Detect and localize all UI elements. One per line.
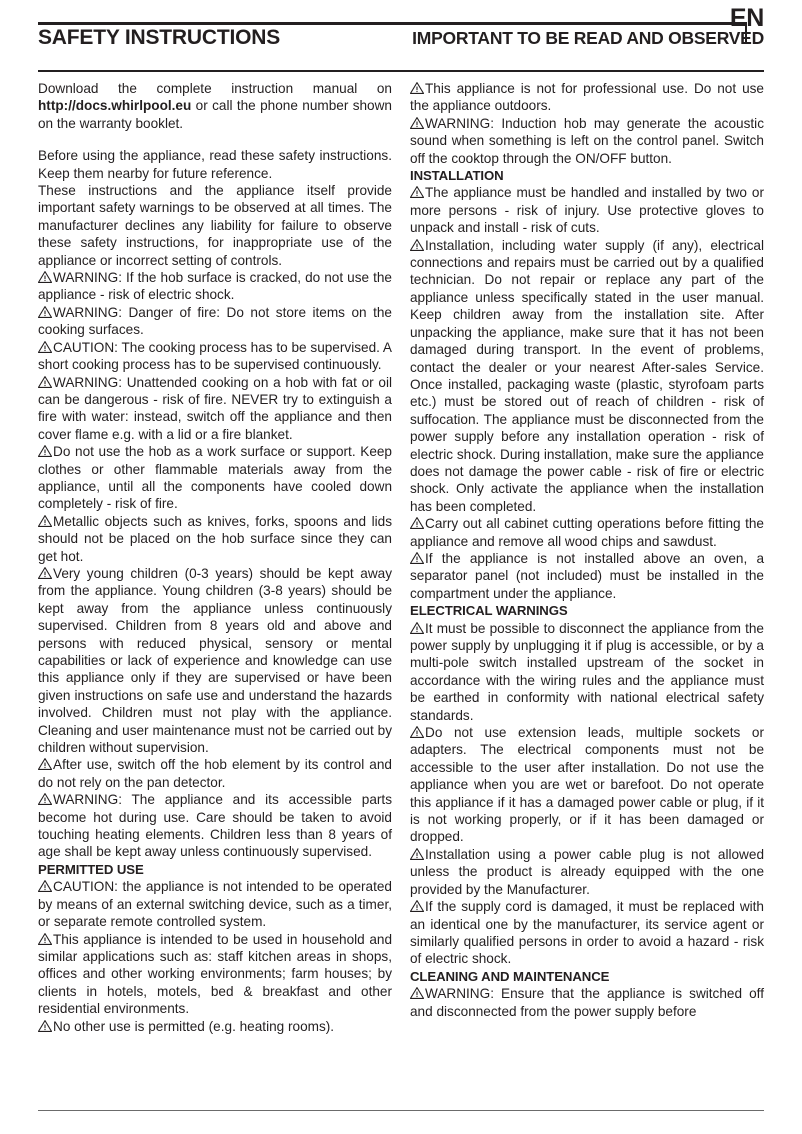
warning-triangle-icon bbox=[38, 933, 52, 945]
warning-hob-work-surface-text: Do not use the hob as a work surface or support. Keep clothes or other flammable materials away from the appliance, until all the components have cooled down completely - risk of fire. bbox=[38, 444, 392, 512]
warning-power-cable-plug bbox=[410, 846, 764, 898]
warning-separator-panel bbox=[410, 550, 764, 602]
warning-after-use bbox=[38, 756, 392, 791]
right-column bbox=[410, 80, 764, 1090]
warning-triangle-icon bbox=[38, 271, 52, 283]
warning-triangle-icon bbox=[410, 117, 424, 129]
warning-triangle-icon bbox=[410, 82, 424, 94]
warning-disconnect-power-supply bbox=[410, 620, 764, 724]
warning-children-text: Very young children (0-3 years) should be kept away from the appliance. Young children (3-8 years) should be kept away from the appliance unless continuously supervised. Children from 8 years old and above and persons with reduced physical, sensory or mental capabilities or lack of experience and knowledge can use this appliance only if they are supervised or have been given instructions on safe use and understand the hazards involved. Children must not play with the appliance. Cleaning and user maintenance must not be carried out by children without supervision. bbox=[38, 565, 392, 756]
warning-qualified-technician-text: Installation, including water supply (if any), electrical connections and repairs must be carried out by a qualified technician. Do not repair or replace any part of the appliance unless specifically stated in the user manual. Keep children away from the installation site. After unpacking the appliance, make sure that it has not been damaged during transport. In the event of problems, contact the dealer or your nearest After-sales Service. Once installed, packaging waste (plastic, styrofoam parts etc.) must be stored out of reach of children - risk of suffocation. The appliance must be disconnected from the power supply before any installation operation - risk of electric shock. During installation, make sure the appliance does not damage the power cable - risk of fire or electric shock. Only activate the appliance when the installation has been completed. bbox=[410, 237, 764, 514]
warning-unattended-cooking bbox=[38, 374, 392, 444]
warning-danger-of-fire-text: WARNING: Danger of fire: Do not store items on the cooking surfaces. bbox=[38, 304, 392, 338]
docs-url-link[interactable]: http://docs.whirlpool.eu bbox=[38, 98, 192, 114]
warning-hob-work-surface bbox=[38, 443, 392, 513]
page-subtitle: IMPORTANT TO BE READ AND OBSERVED bbox=[412, 28, 764, 48]
warning-triangle-icon bbox=[38, 306, 52, 318]
warning-triangle-icon bbox=[410, 987, 424, 999]
warning-induction-acoustic-sound bbox=[410, 115, 764, 167]
warning-after-use-text: After use, switch off the hob element by its control and do not rely on the pan detector. bbox=[38, 757, 392, 790]
caution-external-switching-device-text: CAUTION: the appliance is not intended to be operated by means of an external switching device, such as a timer, or separate remote controlled system. bbox=[38, 879, 392, 930]
warning-triangle-icon bbox=[38, 567, 52, 579]
paragraph-before-using: Before using the appliance, read these safety instructions. Keep them nearby for future reference. bbox=[38, 148, 392, 181]
paragraph-these-instructions: These instructions and the appliance itself provide important safety warnings to be observed at all times. The manufacturer declines any liability for failure to observe these safety instructions, for inappropriate use of the appliance or incorrect setting of controls. bbox=[38, 183, 392, 268]
warning-triangle-icon bbox=[410, 552, 424, 564]
section-heading-permitted-use: PERMITTED USE bbox=[38, 861, 144, 877]
warning-supply-cord-damaged bbox=[410, 898, 764, 968]
warning-triangle-icon bbox=[410, 622, 424, 634]
warning-household-use bbox=[38, 931, 392, 1018]
warning-switched-off-before-cleaning bbox=[410, 985, 764, 1020]
header-bottom-rule bbox=[38, 70, 764, 72]
warning-hob-cracked bbox=[38, 269, 392, 304]
warning-triangle-icon bbox=[38, 445, 52, 457]
warning-triangle-icon bbox=[38, 880, 52, 892]
left-column bbox=[38, 80, 392, 1090]
warning-unattended-cooking-text: WARNING: Unattended cooking on a hob with fat or oil can be dangerous - risk of fire. NEVER try to extinguish a fire with water: instead, switch off the appliance and then cover flame e.g. with a lid or a fire blanket. bbox=[38, 374, 392, 442]
warning-induction-acoustic-sound-text: WARNING: Induction hob may generate the acoustic sound when something is left on the control panel. Switch off the cooktop through the ON/OFF button. bbox=[410, 115, 764, 166]
warning-triangle-icon bbox=[38, 515, 52, 527]
download-text-after: or call the phone number shown on the warranty booklet. bbox=[38, 98, 392, 131]
language-badge: EN bbox=[729, 4, 764, 32]
warning-triangle-icon bbox=[410, 900, 424, 912]
section-heading-electrical-warnings: ELECTRICAL WARNINGS bbox=[410, 603, 568, 619]
warning-power-cable-plug-text: Installation using a power cable plug is not allowed unless the product is already equipped with the one provided by the Manufacturer. bbox=[410, 846, 764, 897]
warning-metallic-objects bbox=[38, 513, 392, 565]
section-heading-cleaning-maintenance: CLEANING AND MAINTENANCE bbox=[410, 968, 610, 984]
warning-switched-off-before-cleaning-text: WARNING: Ensure that the appliance is switched off and disconnected from the power supply before bbox=[410, 986, 764, 1019]
warning-triangle-icon bbox=[38, 341, 52, 353]
warning-cabinet-cutting-text: Carry out all cabinet cutting operations before fitting the appliance and remove all wood chips and sawdust. bbox=[410, 516, 764, 549]
warning-danger-of-fire bbox=[38, 304, 392, 339]
warning-supply-cord-damaged-text: If the supply cord is damaged, it must be replaced with an identical one by the manufacturer, its service agent or similarly qualified persons in order to avoid a hazard - risk of electric shock. bbox=[410, 899, 764, 967]
warning-two-persons-install-text: The appliance must be handled and installed by two or more persons - risk of injury. Use protective gloves to unpack and install - risk of cuts. bbox=[410, 185, 764, 236]
warning-no-other-use bbox=[38, 1018, 392, 1035]
warning-children bbox=[38, 565, 392, 756]
page-header bbox=[38, 4, 764, 76]
caution-cooking-process-text: CAUTION: The cooking process has to be supervised. A short cooking process has to be supervised continuously. bbox=[38, 339, 393, 373]
warning-triangle-icon bbox=[38, 1020, 52, 1032]
warning-triangle-icon bbox=[38, 376, 52, 388]
footer-rule bbox=[38, 1110, 764, 1111]
warning-triangle-icon bbox=[38, 758, 52, 770]
warning-triangle-icon bbox=[410, 726, 424, 738]
warning-accessible-parts-hot bbox=[38, 791, 392, 861]
caution-cooking-process bbox=[38, 339, 392, 374]
warning-triangle-icon bbox=[410, 186, 424, 198]
warning-no-extension-leads bbox=[410, 724, 764, 846]
download-instructions-paragraph bbox=[38, 80, 392, 132]
header-titles bbox=[38, 26, 764, 50]
section-heading-installation: INSTALLATION bbox=[410, 168, 504, 184]
warning-separator-panel-text: If the appliance is not installed above an oven, a separator panel (not included) must be installed in the compartment under the appliance. bbox=[410, 550, 764, 601]
warning-household-use-text: This appliance is intended to be used in household and similar applications such as: staff kitchen areas in shops, offices and other working environments; farm houses; by clients in hotels, motels, bed & breakfast and other residential environments. bbox=[38, 931, 392, 1017]
page-title: SAFETY INSTRUCTIONS bbox=[38, 26, 280, 49]
warning-triangle-icon bbox=[410, 517, 424, 529]
warning-triangle-icon bbox=[410, 848, 424, 860]
warning-two-persons-install bbox=[410, 184, 764, 236]
header-top-rule bbox=[38, 22, 745, 25]
warning-triangle-icon bbox=[38, 793, 52, 805]
warning-metallic-objects-text: Metallic objects such as knives, forks, spoons and lids should not be placed on the hob surface since they can get hot. bbox=[38, 513, 392, 564]
warning-disconnect-power-supply-text: It must be possible to disconnect the appliance from the power supply by unplugging it if plug is accessible, or by a multi-pole switch installed upstream of the socket in accordance with the wiring rules and the appliance must be earthed in conformity with national electrical safety standards. bbox=[410, 620, 764, 723]
warning-no-other-use-text: No other use is permitted (e.g. heating rooms). bbox=[53, 1018, 335, 1034]
warning-no-extension-leads-text: Do not use extension leads, multiple sockets or adapters. The electrical components must not be accessible to the user after installation. Do not use the appliance when you are wet or barefoot. Do not operate this appliance if it has a damaged power cable or plug, if it is not working properly, or if it has been damaged or dropped. bbox=[410, 725, 764, 845]
warning-hob-cracked-text: WARNING: If the hob surface is cracked, do not use the appliance - risk of electric shock. bbox=[38, 270, 392, 303]
caution-external-switching-device bbox=[38, 878, 392, 930]
warning-not-professional-use-text: This appliance is not for professional use. Do not use the appliance outdoors. bbox=[410, 81, 764, 114]
warning-accessible-parts-hot-text: WARNING: The appliance and its accessible parts become hot during use. Care should be taken to avoid touching heating elements. Children less than 8 years of age shall be kept away unless continuously supervised. bbox=[38, 792, 392, 860]
warning-cabinet-cutting bbox=[410, 515, 764, 550]
two-column-body bbox=[38, 80, 764, 1090]
warning-not-professional-use bbox=[410, 80, 764, 115]
download-text-before: Download the complete instruction manual on bbox=[38, 81, 392, 96]
warning-triangle-icon bbox=[410, 239, 424, 251]
warning-qualified-technician bbox=[410, 237, 764, 516]
